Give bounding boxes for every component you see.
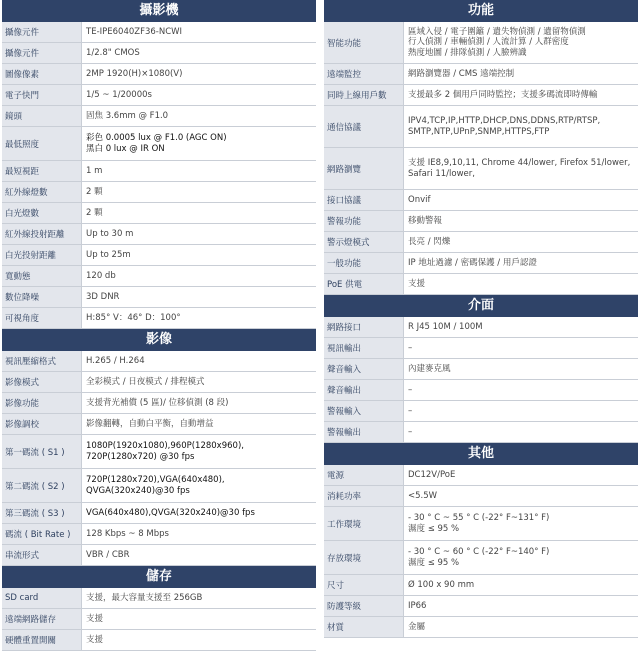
spec-label: 警示燈模式 <box>324 232 404 252</box>
spec-value-line: 支援 IE8,9,10,11, Chrome 44/lower, Firefox 51/lower, <box>408 158 631 169</box>
spec-value <box>404 338 638 358</box>
spec-row <box>324 575 638 596</box>
section-header: 影像 <box>2 329 316 351</box>
spec-label: 警報輸入 <box>324 401 404 421</box>
spec-value <box>82 266 316 286</box>
spec-value-line: 支援 <box>86 634 104 645</box>
spec-value <box>82 203 316 223</box>
spec-value-line: 支援 <box>408 278 426 289</box>
spec-row <box>324 148 638 190</box>
spec-row <box>2 308 316 329</box>
spec-value-line: 支援，最大容量支援至 256GB <box>86 592 203 603</box>
spec-label: 碼流 ( Bit Rate ) <box>2 524 82 544</box>
spec-value-line: 2MP 1920(H)×1080(V) <box>86 68 183 79</box>
spec-row <box>2 372 316 393</box>
spec-label: 第二碼流 ( S2 ) <box>2 469 82 502</box>
spec-value-line: H.265 / H.264 <box>86 355 145 366</box>
section-header: 功能 <box>324 0 638 22</box>
spec-value-line: 影像翻轉，自動白平衡，自動增益 <box>86 418 214 429</box>
spec-label: 消耗功率 <box>324 486 404 506</box>
spec-row <box>324 422 638 443</box>
spec-label: 警報輸出 <box>324 422 404 442</box>
spec-value <box>404 274 638 294</box>
spec-label: 最低照度 <box>2 127 82 160</box>
spec-row <box>2 43 316 64</box>
spec-row <box>324 338 638 359</box>
spec-label: 電子快門 <box>2 85 82 105</box>
spec-value-line: 熱度地圖 / 排隊偵測 / 人臉辨識 <box>408 47 527 58</box>
spec-row <box>2 503 316 524</box>
spec-table-left <box>2 0 316 651</box>
spec-value-line: 1/2.8" CMOS <box>86 47 140 58</box>
spec-row <box>324 617 638 638</box>
spec-label: 第一碼流 ( S1 ) <box>2 435 82 468</box>
spec-label: 紅外線投射距離 <box>2 224 82 244</box>
spec-value <box>404 401 638 421</box>
spec-value <box>82 469 316 502</box>
spec-value <box>82 182 316 202</box>
spec-label: 視訊輸出 <box>324 338 404 358</box>
spec-value-line: 1080P(1920x1080),960P(1280x960), <box>86 441 244 452</box>
spec-row <box>2 64 316 85</box>
spec-row <box>2 106 316 127</box>
spec-value <box>82 43 316 63</box>
spec-row <box>324 541 638 575</box>
spec-row <box>324 359 638 380</box>
spec-value <box>82 351 316 371</box>
spec-row <box>324 401 638 422</box>
spec-label: PoE 供電 <box>324 274 404 294</box>
spec-label: 一般功能 <box>324 253 404 273</box>
spec-value <box>82 287 316 307</box>
spec-value <box>82 224 316 244</box>
spec-label: 聲音輸出 <box>324 380 404 400</box>
spec-value <box>82 85 316 105</box>
spec-row <box>2 351 316 372</box>
spec-value-line: SMTP,NTP,UPnP,SNMP,HTTPS,FTP <box>408 126 550 137</box>
section-header: 介面 <box>324 295 638 317</box>
spec-value-line: 720P(1280x720) @30 fps <box>86 451 195 462</box>
spec-value-line: 全彩模式 / 日夜模式 / 排程模式 <box>86 376 205 387</box>
spec-label: 影像調校 <box>2 414 82 434</box>
spec-value-line: 濕度 ≤ 95 % <box>408 557 460 568</box>
section-header: 儲存 <box>2 566 316 588</box>
spec-value <box>82 524 316 544</box>
spec-value <box>404 106 638 147</box>
spec-value-line: H:85° V：46° D：100° <box>86 312 181 323</box>
spec-row <box>2 630 316 651</box>
spec-label: 視訊壓縮格式 <box>2 351 82 371</box>
spec-label: 最短視距 <box>2 161 82 181</box>
spec-row <box>2 469 316 503</box>
spec-value-line: IPV4,TCP,IP,HTTP,DHCP,DNS,DDNS,RTP/RTSP, <box>408 116 601 127</box>
spec-value-line: 固焦 3.6mm @ F1.0 <box>86 110 169 121</box>
spec-row <box>2 609 316 630</box>
spec-row <box>324 211 638 232</box>
spec-label: 影像模式 <box>2 372 82 392</box>
spec-value <box>404 507 638 540</box>
spec-row <box>2 393 316 414</box>
spec-row <box>2 224 316 245</box>
spec-label: 通信協議 <box>324 106 404 147</box>
spec-value <box>82 503 316 523</box>
spec-value <box>404 232 638 252</box>
spec-value-line: - 30 ° C ~ 55 ° C (-22° F~131° F) <box>408 513 550 524</box>
spec-value <box>82 127 316 160</box>
spec-value <box>82 630 316 650</box>
spec-value-line: 2 顆 <box>86 207 103 218</box>
spec-value-line: VGA(640x480),QVGA(320x240)@30 fps <box>86 507 255 518</box>
spec-row <box>324 274 638 295</box>
spec-label: 網路接口 <box>324 317 404 337</box>
spec-value-line: Up to 25m <box>86 249 131 260</box>
spec-row <box>324 507 638 541</box>
spec-label: 防護等級 <box>324 596 404 616</box>
spec-row <box>2 545 316 566</box>
spec-value-line: R J45 10M / 100M <box>408 321 483 332</box>
spec-value <box>82 435 316 468</box>
spec-row <box>2 524 316 545</box>
spec-value-line: 120 db <box>86 270 116 281</box>
spec-label: 同時上線用戶數 <box>324 85 404 105</box>
spec-row <box>324 596 638 617</box>
spec-row <box>324 317 638 338</box>
spec-row <box>2 588 316 609</box>
section-header: 其他 <box>324 443 638 465</box>
spec-label: 鏡頭 <box>2 106 82 126</box>
spec-value-line: 內建麥克風 <box>408 363 451 374</box>
spec-value <box>82 22 316 42</box>
spec-value-line: 彩色 0.0005 lux @ F1.0 (AGC ON) <box>86 133 227 144</box>
spec-row <box>324 232 638 253</box>
spec-row <box>2 85 316 106</box>
spec-value-line: VBR / CBR <box>86 549 130 560</box>
spec-value <box>82 588 316 608</box>
spec-value <box>404 541 638 574</box>
spec-label: 遠端網路儲存 <box>2 609 82 629</box>
spec-value-line: 網路瀏覽器 / CMS 遠端控制 <box>408 68 515 79</box>
spec-row <box>2 266 316 287</box>
spec-value <box>404 317 638 337</box>
spec-value-line: Safari 11/lower, <box>408 168 475 179</box>
spec-value <box>82 308 316 328</box>
spec-value <box>404 85 638 105</box>
spec-value <box>404 422 638 442</box>
spec-value-line: <5.5W <box>408 490 438 501</box>
spec-label: 聲音輸入 <box>324 359 404 379</box>
spec-value <box>82 245 316 265</box>
spec-row <box>324 380 638 401</box>
spec-value-line: 3D DNR <box>86 291 120 302</box>
spec-value-line: 128 Kbps ~ 8 Mbps <box>86 528 169 539</box>
spec-label: 接口協議 <box>324 190 404 210</box>
spec-value <box>82 609 316 629</box>
spec-row <box>324 465 638 486</box>
spec-label: 可視角度 <box>2 308 82 328</box>
spec-value-line: 黑白 0 lux @ IR ON <box>86 143 165 154</box>
spec-value-line: – <box>408 426 413 437</box>
spec-row <box>2 287 316 308</box>
spec-row <box>2 414 316 435</box>
spec-label: 存放環境 <box>324 541 404 574</box>
spec-value-line: 支援最多 2 個用戶同時監控；支援多碼流即時傳輸 <box>408 89 598 100</box>
spec-value <box>404 148 638 189</box>
spec-label: 紅外線燈數 <box>2 182 82 202</box>
spec-value <box>404 190 638 210</box>
spec-value-line: 行人偵測 / 車輛偵測 / 人流計算 / 人群密度 <box>408 37 569 48</box>
spec-value-line: 移動警報 <box>408 215 443 226</box>
spec-value <box>404 380 638 400</box>
spec-value <box>404 575 638 595</box>
spec-value-line: DC12V/PoE <box>408 469 456 480</box>
spec-row <box>2 203 316 224</box>
spec-row <box>324 64 638 85</box>
spec-row <box>324 22 638 64</box>
spec-label: SD card <box>2 588 82 608</box>
spec-value <box>404 64 638 84</box>
spec-value-line: – <box>408 342 413 353</box>
spec-row <box>324 106 638 148</box>
spec-value-line: – <box>408 405 413 416</box>
spec-value-line: – <box>408 384 413 395</box>
spec-value <box>404 211 638 231</box>
spec-value <box>82 545 316 565</box>
spec-label: 警報功能 <box>324 211 404 231</box>
spec-row <box>324 253 638 274</box>
spec-value-line: 長亮 / 閃爍 <box>408 236 451 247</box>
spec-label: 白光投射距離 <box>2 245 82 265</box>
spec-label: 第三碼流 ( S3 ) <box>2 503 82 523</box>
spec-row <box>324 486 638 507</box>
spec-label: 白光燈數 <box>2 203 82 223</box>
spec-value <box>82 393 316 413</box>
spec-row <box>2 22 316 43</box>
spec-value-line: 金屬 <box>408 621 426 632</box>
spec-row <box>2 127 316 161</box>
spec-row <box>324 85 638 106</box>
spec-value-line: Onvif <box>408 194 431 205</box>
spec-label: 遠端監控 <box>324 64 404 84</box>
spec-value <box>404 465 638 485</box>
spec-value <box>82 64 316 84</box>
spec-table-right <box>324 0 638 638</box>
spec-value-line: 支援背光補償 (5 區)/ 位移偵測 (8 段) <box>86 397 229 408</box>
spec-value <box>404 359 638 379</box>
spec-row <box>2 182 316 203</box>
spec-row <box>2 161 316 182</box>
spec-label: 工作環境 <box>324 507 404 540</box>
spec-value-line: 720P(1280x720),VGA(640x480), <box>86 475 225 486</box>
spec-value-line: QVGA(320x240)@30 fps <box>86 485 190 496</box>
spec-label: 智能功能 <box>324 22 404 63</box>
spec-value-line: 區域入侵 / 電子圍籬 / 遺失物偵測 / 遺留物偵測 <box>408 27 586 38</box>
spec-value <box>82 372 316 392</box>
spec-value-line: 1 m <box>86 165 103 176</box>
spec-label: 網路瀏覽 <box>324 148 404 189</box>
spec-label: 串流形式 <box>2 545 82 565</box>
spec-value-line: IP 地址過濾 / 密碼保護 / 用戶認證 <box>408 257 537 268</box>
spec-value <box>82 106 316 126</box>
spec-value <box>404 486 638 506</box>
section-header: 攝影機 <box>2 0 316 22</box>
spec-label: 尺寸 <box>324 575 404 595</box>
spec-value-line: - 30 ° C ~ 60 ° C (-22° F~140° F) <box>408 547 550 558</box>
spec-label: 圖像像素 <box>2 64 82 84</box>
spec-value-line: Up to 30 m <box>86 228 134 239</box>
spec-row <box>324 190 638 211</box>
spec-value <box>404 22 638 63</box>
spec-value <box>404 253 638 273</box>
spec-label: 電源 <box>324 465 404 485</box>
spec-value <box>404 617 638 637</box>
spec-value <box>404 596 638 616</box>
spec-value-line: 支援 <box>86 613 104 624</box>
spec-value-line: IP66 <box>408 600 427 611</box>
spec-label: 硬體重置開關 <box>2 630 82 650</box>
spec-value-line: 1/5 ~ 1/20000s <box>86 89 152 100</box>
spec-value <box>82 414 316 434</box>
spec-value-line: Ø 100 x 90 mm <box>408 579 475 590</box>
spec-label: 攝像元件 <box>2 22 82 42</box>
spec-value <box>82 161 316 181</box>
spec-label: 材質 <box>324 617 404 637</box>
spec-row <box>2 435 316 469</box>
spec-label: 數位降噪 <box>2 287 82 307</box>
spec-value-line: 2 顆 <box>86 186 103 197</box>
spec-label: 攝像元件 <box>2 43 82 63</box>
spec-label: 寬動態 <box>2 266 82 286</box>
spec-value-line: 濕度 ≤ 95 % <box>408 523 460 534</box>
spec-value-line: TE-IPE6040ZF36-NCWI <box>86 26 183 37</box>
spec-label: 影像功能 <box>2 393 82 413</box>
spec-row <box>2 245 316 266</box>
